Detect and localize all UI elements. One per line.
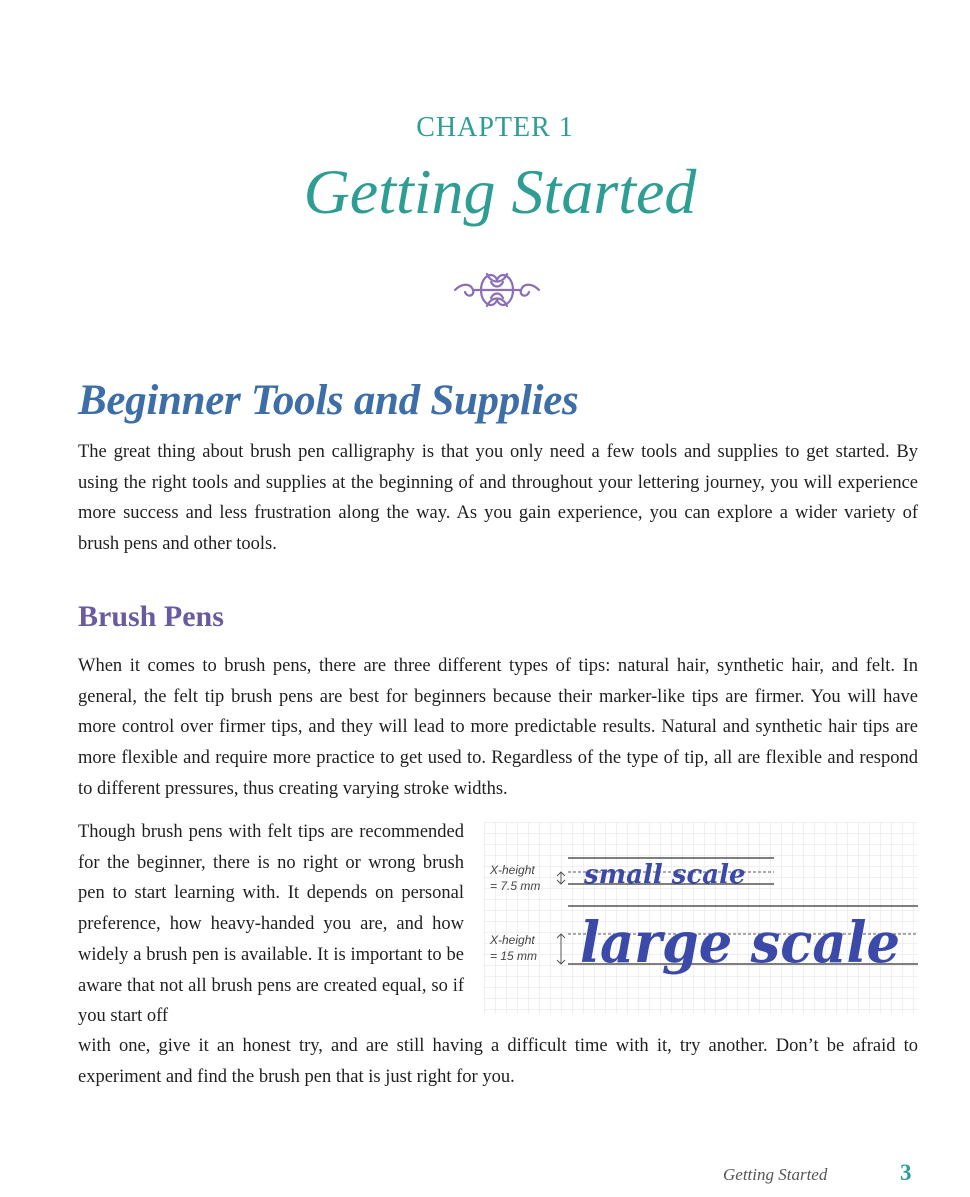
continued-paragraph: with one, give it an honest try, and are still having a difficult time with it, try another. Don’t be afraid to experiment and find the brush pen that is just right for you. <box>78 1036 918 1087</box>
large-xheight-label: X-height <box>490 933 535 947</box>
page-number: 3 <box>900 1160 912 1185</box>
brush-pens-paragraph: When it comes to brush pens, there are three different types of tips: natural hair, synthetic hair, and felt. In general, the felt tip brush pens are best for beginners because their marker-like tips are firmer. You will have more control over firmer tips, and they will lead to more predictable results. Natural and synthetic hair tips are more flexible and require more practice to get used to. Regardless of the type of tip, all are flexible and respond to different pressures, thus creating varying stroke widths. <box>78 656 918 799</box>
xheight-scale-figure <box>484 822 918 1014</box>
section-title: Beginner Tools and Supplies <box>78 377 579 424</box>
large-scale-sample: large scale <box>580 910 900 976</box>
small-xheight-label: X-height <box>490 863 535 877</box>
subsection-title: Brush Pens <box>78 600 224 633</box>
large-xheight-value: = 15 mm <box>490 949 538 963</box>
small-scale-sample: small scale <box>584 860 746 890</box>
intro-paragraph: The great thing about brush pen calligraphy is that you only need a few tools and supplies to get started. By using the right tools and supplies at the beginning of and throughout your lettering journey, you will experience more success and less frustration along the way. As you gain experience, you can explore a wider variety of brush pens and other tools. <box>78 442 918 555</box>
small-xheight-value: = 7.5 mm <box>490 879 541 893</box>
chapter-title: Getting Started <box>303 156 697 227</box>
running-footer-title: Getting Started <box>723 1165 828 1184</box>
flourish-ornament-icon <box>451 262 543 318</box>
wrapped-paragraph: Though brush pens with felt tips are recommended for the beginner, there is no right or wrong brush pen to start learning with. It depends on personal preference, how heavy-handed you are, and how widely a brush pen is available. It is important to be aware that not all brush pens are created equal, so if you start off <box>78 822 464 1027</box>
chapter-label: CHAPTER 1 <box>416 112 574 143</box>
